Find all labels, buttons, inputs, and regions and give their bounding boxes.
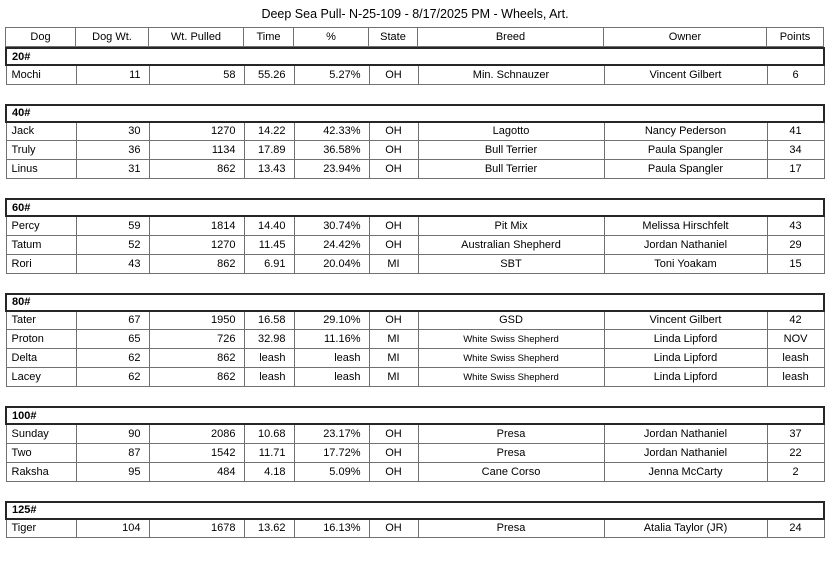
cell-percent: 42.33% xyxy=(294,122,369,141)
cell-time: 6.91 xyxy=(244,254,294,273)
cell-wt-pulled: 862 xyxy=(149,349,244,368)
cell-state: MI xyxy=(369,330,418,349)
column-header-state: State xyxy=(369,28,418,47)
cell-dog: Tatum xyxy=(6,235,76,254)
weight-class-section-60 xyxy=(5,198,825,274)
cell-dog-wt: 67 xyxy=(76,311,149,330)
cell-state: OH xyxy=(369,462,418,481)
cell-dog: Two xyxy=(6,443,76,462)
cell-time: 32.98 xyxy=(244,330,294,349)
cell-dog-wt: 62 xyxy=(76,349,149,368)
weight-class-header-row xyxy=(6,502,824,519)
cell-breed: Lagotto xyxy=(418,122,604,141)
table-row xyxy=(6,216,824,235)
weight-class-label: 20# xyxy=(6,48,824,65)
cell-state: MI xyxy=(369,254,418,273)
column-header-breed: Breed xyxy=(418,28,604,47)
cell-breed: Australian Shepherd xyxy=(418,235,604,254)
table-row xyxy=(6,160,824,179)
cell-points: 15 xyxy=(767,254,824,273)
cell-points: 24 xyxy=(767,519,824,538)
cell-dog: Raksha xyxy=(6,462,76,481)
cell-percent: 16.13% xyxy=(294,519,369,538)
column-header-percent: % xyxy=(294,28,369,47)
cell-dog-wt: 11 xyxy=(76,65,149,84)
cell-percent: 11.16% xyxy=(294,330,369,349)
cell-time: 11.45 xyxy=(244,235,294,254)
cell-breed: Presa xyxy=(418,519,604,538)
cell-points: 2 xyxy=(767,462,824,481)
weight-class-label: 40# xyxy=(6,105,824,122)
cell-percent: leash xyxy=(294,368,369,387)
cell-state: OH xyxy=(369,424,418,443)
cell-dog-wt: 62 xyxy=(76,368,149,387)
cell-dog-wt: 36 xyxy=(76,141,149,160)
cell-breed: White Swiss Shepherd xyxy=(418,368,604,387)
cell-wt-pulled: 1814 xyxy=(149,216,244,235)
table-row xyxy=(6,65,824,84)
cell-points: 34 xyxy=(767,141,824,160)
cell-dog: Tiger xyxy=(6,519,76,538)
cell-breed: Pit Mix xyxy=(418,216,604,235)
cell-dog-wt: 30 xyxy=(76,122,149,141)
cell-percent: 5.27% xyxy=(294,65,369,84)
cell-wt-pulled: 1542 xyxy=(149,443,244,462)
cell-percent: leash xyxy=(294,349,369,368)
cell-time: 13.43 xyxy=(244,160,294,179)
cell-breed: White Swiss Shepherd xyxy=(418,330,604,349)
cell-wt-pulled: 2086 xyxy=(149,424,244,443)
column-header-points: Points xyxy=(767,28,824,47)
table-row xyxy=(6,462,824,481)
weight-class-section-40 xyxy=(5,104,825,180)
cell-time: 14.22 xyxy=(244,122,294,141)
cell-state: OH xyxy=(369,519,418,538)
cell-breed: Min. Schnauzer xyxy=(418,65,604,84)
weight-class-section-125 xyxy=(5,501,825,539)
cell-state: OH xyxy=(369,141,418,160)
cell-owner: Paula Spangler xyxy=(604,160,767,179)
cell-dog: Mochi xyxy=(6,65,76,84)
cell-time: 11.71 xyxy=(244,443,294,462)
column-header-wt-pulled: Wt. Pulled xyxy=(149,28,244,47)
cell-dog: Truly xyxy=(6,141,76,160)
weight-class-label: 125# xyxy=(6,502,824,519)
cell-dog: Lacey xyxy=(6,368,76,387)
cell-points: NOV xyxy=(767,330,824,349)
weight-class-label: 80# xyxy=(6,294,824,311)
cell-points: 29 xyxy=(767,235,824,254)
cell-dog: Rori xyxy=(6,254,76,273)
cell-dog: Linus xyxy=(6,160,76,179)
cell-state: OH xyxy=(369,443,418,462)
cell-points: 37 xyxy=(767,424,824,443)
cell-state: MI xyxy=(369,368,418,387)
cell-dog-wt: 65 xyxy=(76,330,149,349)
cell-time: leash xyxy=(244,349,294,368)
table-row xyxy=(6,443,824,462)
weight-class-sections xyxy=(0,47,830,538)
cell-points: 6 xyxy=(767,65,824,84)
cell-time: 14.40 xyxy=(244,216,294,235)
cell-wt-pulled: 1270 xyxy=(149,122,244,141)
weight-class-section-80 xyxy=(5,293,825,388)
table-row xyxy=(6,368,824,387)
column-header-dog: Dog xyxy=(6,28,76,47)
cell-percent: 17.72% xyxy=(294,443,369,462)
cell-percent: 5.09% xyxy=(294,462,369,481)
column-header-table xyxy=(5,27,824,47)
weight-class-section-100 xyxy=(5,406,825,482)
cell-dog: Sunday xyxy=(6,424,76,443)
cell-breed: Cane Corso xyxy=(418,462,604,481)
cell-breed: GSD xyxy=(418,311,604,330)
cell-state: OH xyxy=(369,122,418,141)
cell-dog-wt: 87 xyxy=(76,443,149,462)
cell-dog-wt: 95 xyxy=(76,462,149,481)
cell-wt-pulled: 1134 xyxy=(149,141,244,160)
cell-dog: Percy xyxy=(6,216,76,235)
cell-breed: Presa xyxy=(418,424,604,443)
cell-wt-pulled: 726 xyxy=(149,330,244,349)
cell-percent: 24.42% xyxy=(294,235,369,254)
cell-time: 16.58 xyxy=(244,311,294,330)
cell-owner: Toni Yoakam xyxy=(604,254,767,273)
weight-class-header-row xyxy=(6,199,824,216)
column-header-dog-wt: Dog Wt. xyxy=(76,28,149,47)
cell-dog-wt: 52 xyxy=(76,235,149,254)
cell-wt-pulled: 1678 xyxy=(149,519,244,538)
cell-wt-pulled: 862 xyxy=(149,160,244,179)
cell-owner: Jordan Nathaniel xyxy=(604,424,767,443)
cell-time: 17.89 xyxy=(244,141,294,160)
cell-wt-pulled: 1270 xyxy=(149,235,244,254)
weight-class-header-row xyxy=(6,48,824,65)
cell-points: 22 xyxy=(767,443,824,462)
cell-wt-pulled: 862 xyxy=(149,368,244,387)
cell-wt-pulled: 862 xyxy=(149,254,244,273)
cell-state: OH xyxy=(369,160,418,179)
cell-points: leash xyxy=(767,349,824,368)
weight-class-header-row xyxy=(6,407,824,424)
table-row xyxy=(6,235,824,254)
column-header-owner: Owner xyxy=(604,28,767,47)
cell-dog-wt: 59 xyxy=(76,216,149,235)
weight-class-label: 100# xyxy=(6,407,824,424)
cell-points: 43 xyxy=(767,216,824,235)
cell-owner: Paula Spangler xyxy=(604,141,767,160)
cell-wt-pulled: 58 xyxy=(149,65,244,84)
table-row xyxy=(6,122,824,141)
cell-wt-pulled: 484 xyxy=(149,462,244,481)
table-row xyxy=(6,254,824,273)
cell-wt-pulled: 1950 xyxy=(149,311,244,330)
cell-owner: Jordan Nathaniel xyxy=(604,443,767,462)
cell-percent: 30.74% xyxy=(294,216,369,235)
cell-owner: Linda Lipford xyxy=(604,330,767,349)
cell-dog-wt: 43 xyxy=(76,254,149,273)
cell-time: leash xyxy=(244,368,294,387)
weight-class-header-row xyxy=(6,105,824,122)
cell-percent: 23.17% xyxy=(294,424,369,443)
cell-state: OH xyxy=(369,216,418,235)
cell-owner: Jenna McCarty xyxy=(604,462,767,481)
cell-state: MI xyxy=(369,349,418,368)
table-row xyxy=(6,519,824,538)
table-row xyxy=(6,424,824,443)
cell-percent: 29.10% xyxy=(294,311,369,330)
cell-owner: Atalia Taylor (JR) xyxy=(604,519,767,538)
cell-dog-wt: 104 xyxy=(76,519,149,538)
cell-owner: Nancy Pederson xyxy=(604,122,767,141)
cell-time: 4.18 xyxy=(244,462,294,481)
cell-points: leash xyxy=(767,368,824,387)
cell-owner: Vincent Gilbert xyxy=(604,311,767,330)
cell-percent: 36.58% xyxy=(294,141,369,160)
cell-percent: 23.94% xyxy=(294,160,369,179)
cell-state: OH xyxy=(369,311,418,330)
table-row xyxy=(6,349,824,368)
cell-owner: Jordan Nathaniel xyxy=(604,235,767,254)
table-row xyxy=(6,141,824,160)
cell-breed: White Swiss Shepherd xyxy=(418,349,604,368)
column-header-time: Time xyxy=(244,28,294,47)
cell-points: 42 xyxy=(767,311,824,330)
table-row xyxy=(6,330,824,349)
cell-owner: Melissa Hirschfelt xyxy=(604,216,767,235)
column-header-row xyxy=(6,28,824,47)
cell-dog: Delta xyxy=(6,349,76,368)
cell-dog-wt: 31 xyxy=(76,160,149,179)
weight-class-section-20 xyxy=(5,47,825,85)
cell-breed: Bull Terrier xyxy=(418,141,604,160)
cell-owner: Vincent Gilbert xyxy=(604,65,767,84)
cell-points: 41 xyxy=(767,122,824,141)
cell-state: OH xyxy=(369,235,418,254)
weight-class-label: 60# xyxy=(6,199,824,216)
cell-dog-wt: 90 xyxy=(76,424,149,443)
cell-time: 55.26 xyxy=(244,65,294,84)
cell-breed: SBT xyxy=(418,254,604,273)
cell-dog: Jack xyxy=(6,122,76,141)
cell-owner: Linda Lipford xyxy=(604,349,767,368)
cell-time: 10.68 xyxy=(244,424,294,443)
cell-state: OH xyxy=(369,65,418,84)
cell-points: 17 xyxy=(767,160,824,179)
cell-time: 13.62 xyxy=(244,519,294,538)
page-title: Deep Sea Pull- N-25-109 - 8/17/2025 PM - Wheels, Art. xyxy=(261,7,569,21)
cell-percent: 20.04% xyxy=(294,254,369,273)
weight-class-header-row xyxy=(6,294,824,311)
cell-owner: Linda Lipford xyxy=(604,368,767,387)
cell-dog: Tater xyxy=(6,311,76,330)
cell-dog: Proton xyxy=(6,330,76,349)
table-row xyxy=(6,311,824,330)
cell-breed: Presa xyxy=(418,443,604,462)
cell-breed: Bull Terrier xyxy=(418,160,604,179)
